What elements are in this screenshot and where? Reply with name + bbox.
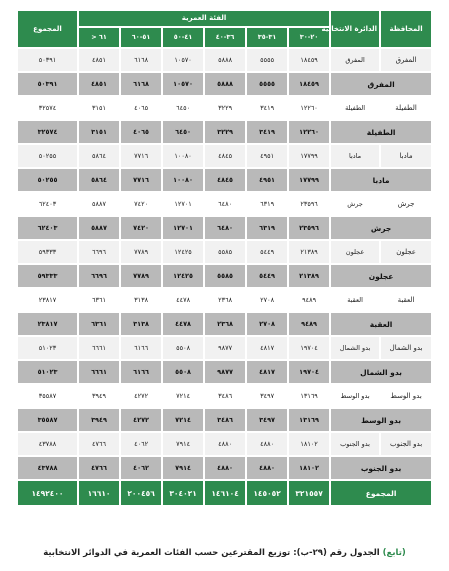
district-name: بدو الوسط: [330, 384, 380, 408]
age-count-cell: ٧٧١٦: [120, 168, 162, 192]
age-count-cell: ٣١٣٨: [120, 288, 162, 312]
age-count-cell: ٧٩١٤: [162, 456, 204, 480]
age-count-cell: ٦١٦٦: [120, 336, 162, 360]
age-count-cell: ١٧٧٩٩: [288, 168, 330, 192]
row-total-cell: ٣٢٥٧٤: [17, 96, 78, 120]
header-age-group: الفئة العمرية: [78, 10, 330, 27]
governorate-name: العقبة: [330, 312, 432, 336]
age-count-cell: ٤٠٦٥: [120, 120, 162, 144]
caption-text: الجدول رقم (٢٩-ب): توزيع المقترعين حسب الفئات العمرية في الدوائر الانتخابية: [43, 548, 380, 558]
governorate-total-row: [17, 264, 432, 288]
district-name: المفرق: [330, 48, 380, 72]
governorate-total-row: [17, 360, 432, 384]
row-total-cell: ٣٥٥٨٧: [17, 408, 78, 432]
age-count-cell: ٦١٦٦: [120, 360, 162, 384]
age-count-cell: ١٧٧٩٩: [288, 144, 330, 168]
age-count-cell: ٤٤٧٨: [162, 288, 204, 312]
age-count-cell: ٣٢٢٩: [204, 120, 246, 144]
age-count-cell: ٣٤٩٧: [246, 408, 288, 432]
header-age-20-30: ٢٠-٣٠: [288, 27, 330, 48]
age-count-cell: ١٩٧٠٤: [288, 360, 330, 384]
age-count-cell: ٦٤٨٠: [204, 216, 246, 240]
row-total-cell: ٥١٠٢٣: [17, 360, 78, 384]
header-age-41-50: ٤١-٥٠: [162, 27, 204, 48]
table-body: [17, 48, 432, 480]
district-row: [17, 144, 432, 168]
age-count-cell: ١٠٠٨٠: [162, 144, 204, 168]
age-count-cell: ٤٩٥١: [246, 168, 288, 192]
governorate-name: عجلون: [380, 240, 432, 264]
row-total-cell: ٤٣٧٨٨: [17, 432, 78, 456]
age-count-cell: ٧٧١٦: [120, 144, 162, 168]
age-count-cell: ١٢٢٦٠: [288, 120, 330, 144]
age-count-cell: ٥٨٨٨: [204, 48, 246, 72]
age-count-cell: ٤٨٤٥: [204, 168, 246, 192]
age-count-cell: ٦١٦٨: [120, 48, 162, 72]
age-count-cell: ١٢٧٠١: [162, 192, 204, 216]
age-count-cell: ١٢٤٢٥: [162, 264, 204, 288]
age-count-cell: ٤٨٥١: [78, 72, 120, 96]
row-total-cell: ٥٩٣٣٣: [17, 240, 78, 264]
grand-total-cell: ٣٢١٥٥٧: [288, 480, 330, 506]
age-count-cell: ٤٨٨٠: [246, 456, 288, 480]
age-count-cell: ١٨١٠٢: [288, 456, 330, 480]
age-count-cell: ٩٨٧٧: [204, 336, 246, 360]
age-count-cell: ١٠٥٧٠: [162, 48, 204, 72]
district-name: بدو الجنوب: [330, 432, 380, 456]
age-count-cell: ٢٣٦٨: [204, 312, 246, 336]
age-count-cell: ١٨١٠٢: [288, 432, 330, 456]
age-count-cell: ٦٦٦١: [78, 336, 120, 360]
row-total-cell: ٥٠٢٥٥: [17, 168, 78, 192]
grand-total-row: [17, 480, 432, 506]
age-count-cell: ٥٥٨٥: [204, 264, 246, 288]
age-count-cell: ١٠٥٧٠: [162, 72, 204, 96]
district-row: [17, 384, 432, 408]
district-row: [17, 336, 432, 360]
row-total-cell: ٥٠٣٩١: [17, 72, 78, 96]
age-count-cell: ٥٥٥٥: [246, 72, 288, 96]
header-governorate: المحافظة: [380, 10, 432, 48]
age-count-cell: ٣١٥١: [78, 120, 120, 144]
governorate-name: بدو الجنوب: [330, 456, 432, 480]
age-count-cell: ٦٤٥٠: [162, 120, 204, 144]
row-total-cell: ٥٠٢٥٥: [17, 144, 78, 168]
age-count-cell: ٥٨٨٧: [78, 216, 120, 240]
age-count-cell: ٤٨٨٠: [204, 432, 246, 456]
age-count-cell: ٦٣٦١: [78, 312, 120, 336]
age-count-cell: ٤٠٦٥: [120, 96, 162, 120]
age-count-cell: ٣١٣٨: [120, 312, 162, 336]
governorate-name: بدو الجنوب: [380, 432, 432, 456]
header-row-top: [17, 10, 432, 27]
age-count-cell: ٧٢١٤: [162, 408, 204, 432]
governorate-name: المفرق: [330, 72, 432, 96]
age-count-cell: ٤٨١٧: [246, 336, 288, 360]
district-row: [17, 288, 432, 312]
age-count-cell: ٣٤٨٦: [204, 408, 246, 432]
row-total-cell: ٤٣٧٨٨: [17, 456, 78, 480]
age-count-cell: ٦٣١٩: [246, 192, 288, 216]
district-name: بدو الشمال: [330, 336, 380, 360]
age-count-cell: ٥٥٨٥: [204, 240, 246, 264]
governorate-total-row: [17, 456, 432, 480]
age-count-cell: ٦٣٦١: [78, 288, 120, 312]
header-age-51-60: ٥١-٦٠: [120, 27, 162, 48]
age-count-cell: ٣٤١٩: [246, 120, 288, 144]
governorate-total-row: [17, 72, 432, 96]
age-count-cell: ٤٨٤٥: [204, 144, 246, 168]
age-count-cell: ٣١٥١: [78, 96, 120, 120]
age-count-cell: ٤٧٦٦: [78, 432, 120, 456]
age-count-cell: ٧٤٢٠: [120, 192, 162, 216]
governorate-name: بدو الشمال: [380, 336, 432, 360]
age-count-cell: ٣٩٤٩: [78, 408, 120, 432]
row-total-cell: ٥٠٣٩١: [17, 48, 78, 72]
age-count-cell: ٦١٦٨: [120, 72, 162, 96]
district-name: العقبة: [330, 288, 380, 312]
governorate-name: مادبا: [330, 168, 432, 192]
district-row: [17, 192, 432, 216]
age-count-cell: ٥٨٦٤: [78, 168, 120, 192]
grand-total-cell: ٣٠٤٠٢١: [162, 480, 204, 506]
age-count-cell: ٦٤٥٠: [162, 96, 204, 120]
governorate-name: جرش: [330, 216, 432, 240]
governorate-name: بدو الوسط: [330, 408, 432, 432]
age-count-cell: ٧٩١٤: [162, 432, 204, 456]
row-total-cell: ٦٢٤٠٣: [17, 216, 78, 240]
age-count-cell: ١٩٧٠٤: [288, 336, 330, 360]
row-total-cell: ٣٢٥٧٤: [17, 120, 78, 144]
grand-total-cell: ١٤٥٠٥٢: [246, 480, 288, 506]
age-count-cell: ١٢٢٦٠: [288, 96, 330, 120]
age-count-cell: ٦٦٩٦: [78, 240, 120, 264]
row-total-cell: ٢٣٨١٧: [17, 288, 78, 312]
age-count-cell: ٦٦٦١: [78, 360, 120, 384]
age-count-cell: ٤٠٦٢: [120, 456, 162, 480]
age-count-cell: ١٨٤٥٩: [288, 48, 330, 72]
age-count-cell: ٢٧٠٨: [246, 312, 288, 336]
governorate-name: عجلون: [330, 264, 432, 288]
grand-total-cell: ١٤٦١٠٤: [204, 480, 246, 506]
age-count-cell: ٦٣١٩: [246, 216, 288, 240]
age-count-cell: ٥٨٨٧: [78, 192, 120, 216]
header-district: الدائرة الانتخابية: [330, 10, 380, 48]
age-count-cell: ٩٨٧٧: [204, 360, 246, 384]
governorate-total-row: [17, 120, 432, 144]
grand-total-sum: ١٤٩٢٤٠٠: [17, 480, 78, 506]
governorate-total-row: [17, 312, 432, 336]
age-count-cell: ٤٨٨٠: [204, 456, 246, 480]
age-count-cell: ٥٨٦٤: [78, 144, 120, 168]
age-count-cell: ٤٤٧٨: [162, 312, 204, 336]
district-name: الطفيلة: [330, 96, 380, 120]
age-count-cell: ١٠٠٨٠: [162, 168, 204, 192]
district-row: [17, 240, 432, 264]
governorate-name: الطفيلة: [330, 120, 432, 144]
row-total-cell: ٢٣٨١٧: [17, 312, 78, 336]
district-row: [17, 48, 432, 72]
age-count-cell: ٣٤١٩: [246, 96, 288, 120]
age-count-cell: ٥٥٠٨: [162, 360, 204, 384]
age-count-cell: ٣٩٤٩: [78, 384, 120, 408]
governorate-name: الطفيلة: [380, 96, 432, 120]
row-total-cell: ٦٢٤٠٣: [17, 192, 78, 216]
age-count-cell: ١٨٤٥٩: [288, 72, 330, 96]
age-count-cell: ٩٤٨٩: [288, 288, 330, 312]
row-total-cell: ٥١٠٢٣: [17, 336, 78, 360]
governorate-name: جرش: [380, 192, 432, 216]
age-count-cell: ٧٢١٤: [162, 384, 204, 408]
header-age-36-40: ٣٦-٤٠: [204, 27, 246, 48]
row-total-cell: ٣٥٥٨٧: [17, 384, 78, 408]
header-age-61-plus: ٦١ <: [78, 27, 120, 48]
governorate-total-row: [17, 168, 432, 192]
district-name: جرش: [330, 192, 380, 216]
age-count-cell: ٢٧٠٨: [246, 288, 288, 312]
age-count-cell: ٥٤٤٩: [246, 264, 288, 288]
age-count-cell: ٥٥٠٨: [162, 336, 204, 360]
age-count-cell: ٢٣٥٩٦: [288, 216, 330, 240]
district-row: [17, 432, 432, 456]
age-count-cell: ٢١٣٨٩: [288, 240, 330, 264]
age-count-cell: ٩٤٨٩: [288, 312, 330, 336]
governorate-name: مادبا: [380, 144, 432, 168]
age-count-cell: ٤٨١٧: [246, 360, 288, 384]
voters-age-table: [17, 10, 432, 506]
governorate-name: المفرق: [380, 48, 432, 72]
age-count-cell: ٥٤٤٩: [246, 240, 288, 264]
district-name: عجلون: [330, 240, 380, 264]
header-total: المجموع: [17, 10, 78, 48]
age-count-cell: ٤٧٦٦: [78, 456, 120, 480]
age-count-cell: ٢١٣٨٩: [288, 264, 330, 288]
age-count-cell: ٧٧٨٩: [120, 240, 162, 264]
age-count-cell: ٦٦٩٦: [78, 264, 120, 288]
age-count-cell: ٤٢٧٢: [120, 384, 162, 408]
caption-lead: (تابع): [382, 548, 406, 558]
governorate-name: بدو الشمال: [330, 360, 432, 384]
age-count-cell: ٣٤٨٦: [204, 384, 246, 408]
district-row: [17, 96, 432, 120]
age-count-cell: ٥٨٨٨: [204, 72, 246, 96]
age-count-cell: ١٣١٦٩: [288, 408, 330, 432]
age-count-cell: ٣٤٩٧: [246, 384, 288, 408]
age-count-cell: ٤٩٥١: [246, 144, 288, 168]
grand-total-label: المجموع: [330, 480, 432, 506]
table-caption: [0, 548, 449, 558]
governorate-total-row: [17, 408, 432, 432]
age-count-cell: ١٣١٦٩: [288, 384, 330, 408]
age-count-cell: ١٢٧٠١: [162, 216, 204, 240]
governorate-total-row: [17, 216, 432, 240]
age-count-cell: ٧٧٨٩: [120, 264, 162, 288]
age-count-cell: ٤٠٦٢: [120, 432, 162, 456]
age-count-cell: ٧٤٢٠: [120, 216, 162, 240]
age-count-cell: ٢٣٦٨: [204, 288, 246, 312]
age-count-cell: ٤٨٥١: [78, 48, 120, 72]
age-count-cell: ٤٨٨٠: [246, 432, 288, 456]
age-count-cell: ٤٢٧٢: [120, 408, 162, 432]
header-age-31-35: ٣١-٣٥: [246, 27, 288, 48]
grand-total-cell: ١٦٦١٠: [78, 480, 120, 506]
district-name: مادبا: [330, 144, 380, 168]
governorate-name: بدو الوسط: [380, 384, 432, 408]
age-count-cell: ٥٥٥٥: [246, 48, 288, 72]
age-count-cell: ١٢٤٢٥: [162, 240, 204, 264]
grand-total-cell: ٢٠٠٤٥٦: [120, 480, 162, 506]
age-count-cell: ٢٣٥٩٦: [288, 192, 330, 216]
row-total-cell: ٥٩٣٣٣: [17, 264, 78, 288]
governorate-name: العقبة: [380, 288, 432, 312]
age-count-cell: ٣٢٢٩: [204, 96, 246, 120]
age-count-cell: ٦٤٨٠: [204, 192, 246, 216]
